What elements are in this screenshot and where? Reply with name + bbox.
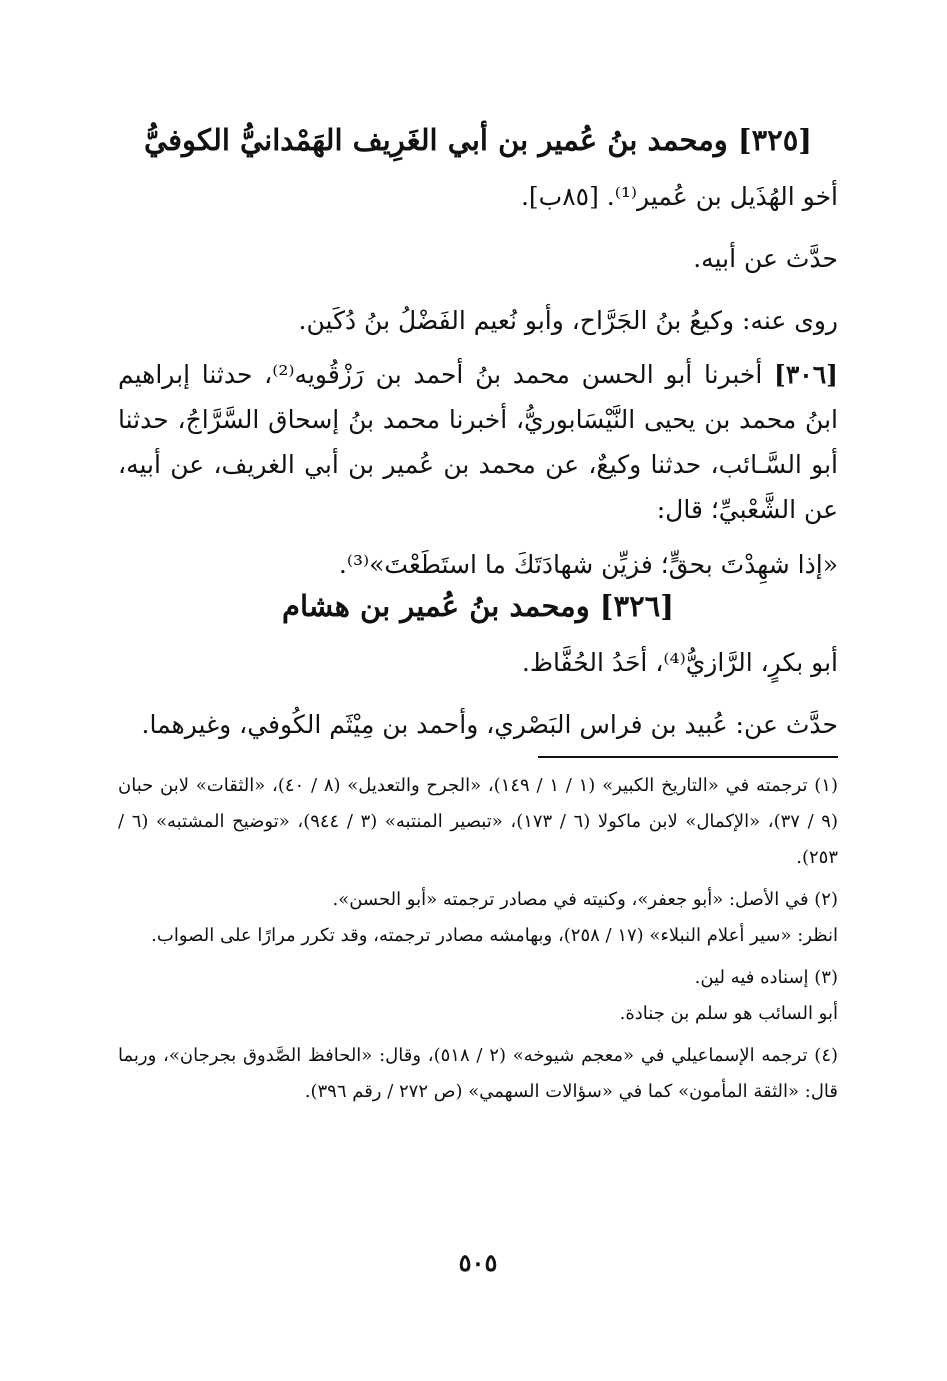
footnote-4: (٤) ترجمه الإسماعيلي في «معجم شيوخه» (٢ / ٥١٨)، وقال: «الحافظ الصَّدوق بجرجان»، وربما قال: «الثقة المأمون» كما في «سؤالات السهمي» (ص ٢٧٢ / رقم ٣٩٦). bbox=[118, 1045, 839, 1102]
entry-326-line-1: أبو بكرٍ، الرَّازيُّ⁽⁴⁾، أحَدُ الحُفَّاظ. bbox=[521, 648, 838, 677]
hadith-306-text: أخبرنا أبو الحسن محمد بنُ أحمد بن رَزْقُويه⁽²⁾، حدثنا إبراهيم ابنُ محمد بن يحيى النَّيْسَابوريُّ، أخبرنا محمد بنُ إسحاق السَّرَّاجُ، حدثنا أبو السَّـائب، حدثنا وكيعٌ، عن محمد بن عُمير بن أبي الغريف، عن أبيه، عن الشَّعْبيِّ؛ قال: bbox=[118, 360, 838, 524]
page-number: ٥٠٥ bbox=[458, 1248, 498, 1277]
entry-325-line-2: حدَّث عن أبيه. bbox=[693, 244, 838, 273]
entry-325-title: [٣٢٥] ومحمد بنُ عُمير بن أبي الغَرِيف الهَمْدانيُّ الكوفيُّ bbox=[143, 123, 813, 157]
footnotes bbox=[118, 768, 838, 1110]
footnote-3: (٣) إسناده فيه لين. bbox=[694, 967, 838, 988]
footnote-2-continued: انظر: «سير أعلام النبلاء» (١٧ / ٢٥٨)، وبهامشه مصادر ترجمته، وقد تكرر مرارًا على الصواب. bbox=[151, 925, 838, 946]
entry-326-title: [٣٢٦] ومحمد بنُ عُمير بن هشام bbox=[282, 589, 674, 623]
hadith-306-paragraph bbox=[118, 352, 838, 532]
entry-326-line-2: حدَّث عن: عُبيد بن فراس البَصْري، وأحمد بن مِيْثَم الكُوفي، وغيرهما. bbox=[141, 710, 838, 739]
footnote-1: (١) ترجمته في «التاريخ الكبير» (١ / ١ / ١٤٩)، «الجرح والتعديل» (٨ / ٤٠)، «الثقات» لابن حبان (٩ / ٣٧)، «الإكمال» لابن ماكولا (٦ / ١٧٣)، «تبصير المنتبه» (٣ / ٩٤٤)، «توضيح المشتبه» (٦ / ٢٥٣). bbox=[118, 775, 838, 868]
hadith-306-number: [٣٠٦] bbox=[774, 360, 838, 389]
book-page bbox=[118, 118, 838, 1288]
entry-325-line-1: أخو الهُذَيل بن عُمير⁽¹⁾. [٨٥ب]. bbox=[520, 182, 838, 211]
hadith-306-quote: «إذا شهِدْتَ بحقٍّ؛ فزيِّن شهادَتَكَ ما استَطَعْتَ»⁽³⁾. bbox=[338, 550, 838, 579]
footnote-2: (٢) في الأصل: «أبو جعفر»، وكنيته في مصادر ترجمته «أبو الحسن». bbox=[332, 889, 838, 910]
footnote-separator bbox=[538, 756, 838, 758]
footnote-3-continued: أبو السائب هو سلم بن جنادة. bbox=[619, 1003, 838, 1024]
entry-325-line-3: روى عنه: وكيعُ بنُ الجَرَّاح، وأبو نُعيم الفَضْلُ بنُ دُكَين. bbox=[298, 306, 838, 335]
